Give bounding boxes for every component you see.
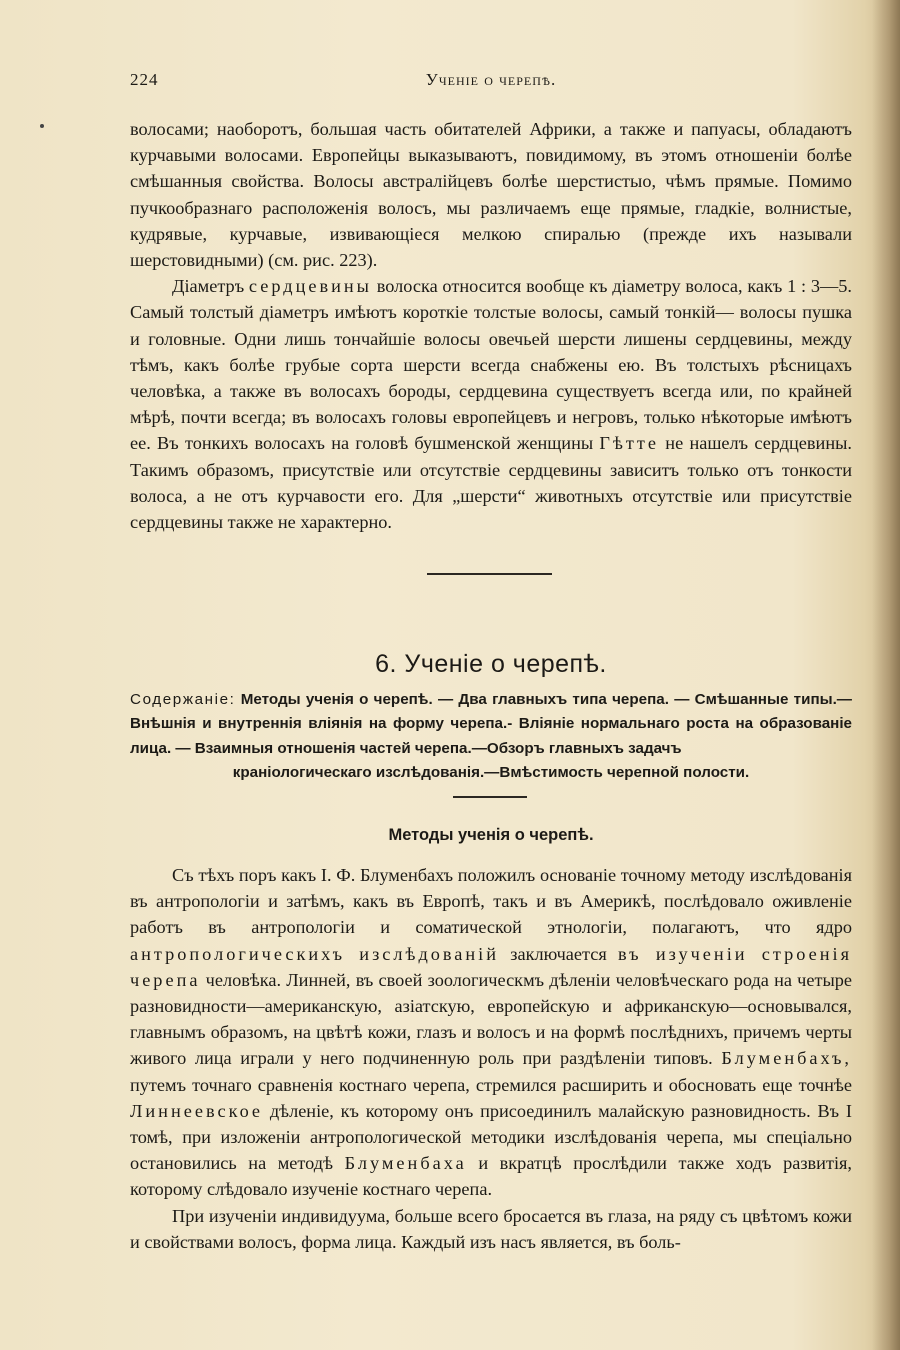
section-title: 6. Ученіе о черепѣ.: [375, 650, 607, 678]
spaced-name: Линнеевское: [130, 1100, 264, 1121]
divider-rule-short: [453, 796, 527, 798]
contents-main: [130, 688, 852, 761]
section-contents: [130, 688, 852, 785]
paragraph-text: человѣка. Линней, въ своей зоологическмъ дѣленіи человѣческаго рода на четыре разновидности—американскую, азіатскую, европейскую и африканскую—основывался, главнымъ образомъ, на цвѣтѣ кожи, глазъ и волосъ и на формѣ послѣднихъ, причемъ черты живого лица играли у него подчиненную роль при раздѣленіи типовъ.: [130, 969, 852, 1069]
spaced-name: Гѣтте: [599, 433, 660, 454]
paragraph-text: заключается: [510, 943, 607, 964]
paragraph-text-2: не нашелъ сердцевины. Такимъ образомъ, присутствіе или отсутствіе сердцевины зависитъ только отъ тонкости волоса, а не отъ курчавости его. Для „шерсти“ животныхъ отсутствіе или присутствіе сердцевины также не характерно.: [130, 433, 852, 533]
page-number: 224: [130, 70, 159, 89]
paragraph-face: При изученіи индивидуума, больше всего бросается въ глаза, на ряду съ цвѣтомъ кожи и свойствами волосъ, форма лица. Каждый изъ насъ является, въ боль-: [130, 1205, 852, 1252]
paragraph-text: Съ тѣхъ поръ какъ І. Ф. Блуменбахъ положилъ основаніе точному методу изслѣдованія въ антропологіи и затѣмъ, какъ въ Европѣ, такъ и въ Америкѣ, послѣдовало оживленіе работъ въ антропологіи и соматической этнологіи, полагаютъ, что ядро: [130, 865, 852, 938]
text-block-hair: [130, 116, 852, 535]
contents-last-line: краніологическаго изслѣдованія.—Вмѣстимость черепной полости.: [232, 763, 750, 781]
contents-label: Содержаніе:: [130, 691, 236, 708]
paragraph-lead: Діаметръ: [172, 276, 245, 297]
page-gutter-shadow: [872, 0, 900, 1350]
page-header: [130, 70, 852, 98]
paragraph-text: и вкратцѣ прослѣдили также ходъ развитія, которому слѣдовало изученіе костнаго черепа.: [130, 1153, 853, 1200]
running-title: Ученіе о черепѣ.: [425, 70, 557, 89]
contents-text: Методы ученія о черепѣ. — Два главныхъ типа черепа. — Смѣшанные типы.—Внѣшнія и внутреннія вліянія на форму черепа.- Вліяніе нормальнаго роста на образованіе лица. — Взаимныя отношенія частей черепа.—Обзоръ главныхъ задачъ: [130, 691, 852, 757]
spaced-name: Блуменбахъ,: [721, 1048, 852, 1069]
paragraph-text: волоска относится вообще къ діаметру волоса, какъ 1 : 3—5. Самый толстый діаметръ имѣютъ короткіе толстые волосы, самый тонкій— волосы пушка и головные. Одни лишь тончайшіе волосы овечьей шерсти лишены сердцевины, между тѣмъ, какъ болѣе грубые сорта шерсти всегда снабжены ею. Въ толстыхъ рѣсницахъ человѣка, а также въ волосахъ бороды, сердцевина существуетъ всегда или, по крайней мѣрѣ, почти всегда; въ волосахъ головы европейцевъ и негровъ, только нѣкоторые имѣютъ ее. Въ тонкихъ волосахъ на головѣ бушменской женщины: [130, 276, 852, 454]
spaced-term: въ изученіи строенія черепа: [130, 943, 852, 990]
subsection-title: Методы ученія о черепѣ.: [388, 826, 594, 844]
paragraph-hair-medulla: [130, 273, 852, 535]
spaced-term: сердцевины: [248, 276, 372, 297]
paragraph-text: дѣленіе, къ которому онъ присоединилъ малайскую разновидность. Въ І томѣ, при изложеніи антропологической методики изслѣдованія черепа, мы спеціально остановились на методѣ: [130, 1100, 853, 1174]
paragraph-text: путемъ точнаго сравненія костнаго черепа, стремился расширить и обосновать еще точнѣе: [130, 1074, 852, 1095]
divider-rule: [427, 573, 552, 575]
paragraph-methods: [130, 862, 852, 1203]
margin-mark: [40, 124, 44, 128]
text-block-methods: [130, 862, 852, 1255]
paragraph-hair-types: волосами; наоборотъ, большая часть обитателей Африки, а также и папуасы, обладаютъ курчавыми волосами. Европейцы выказываютъ, повидимому, въ этомъ отношеніи болѣе смѣшанныя свойства. Волосы австралійцевъ болѣе шерстистыо, чѣмъ прямые. Помимо пучкообразнаго расположенія волосъ, мы различаемъ еще прямые, гладкіе, волнистые, кудрявые, курчавые, извивающіеся мелкою спиралью (прежде ихъ называли шерстовидными) (см. рис. 223).: [130, 119, 852, 271]
spaced-name: Блуменбаха: [344, 1153, 467, 1174]
spaced-term: антропологическихъ изслѣдованій: [130, 943, 500, 964]
